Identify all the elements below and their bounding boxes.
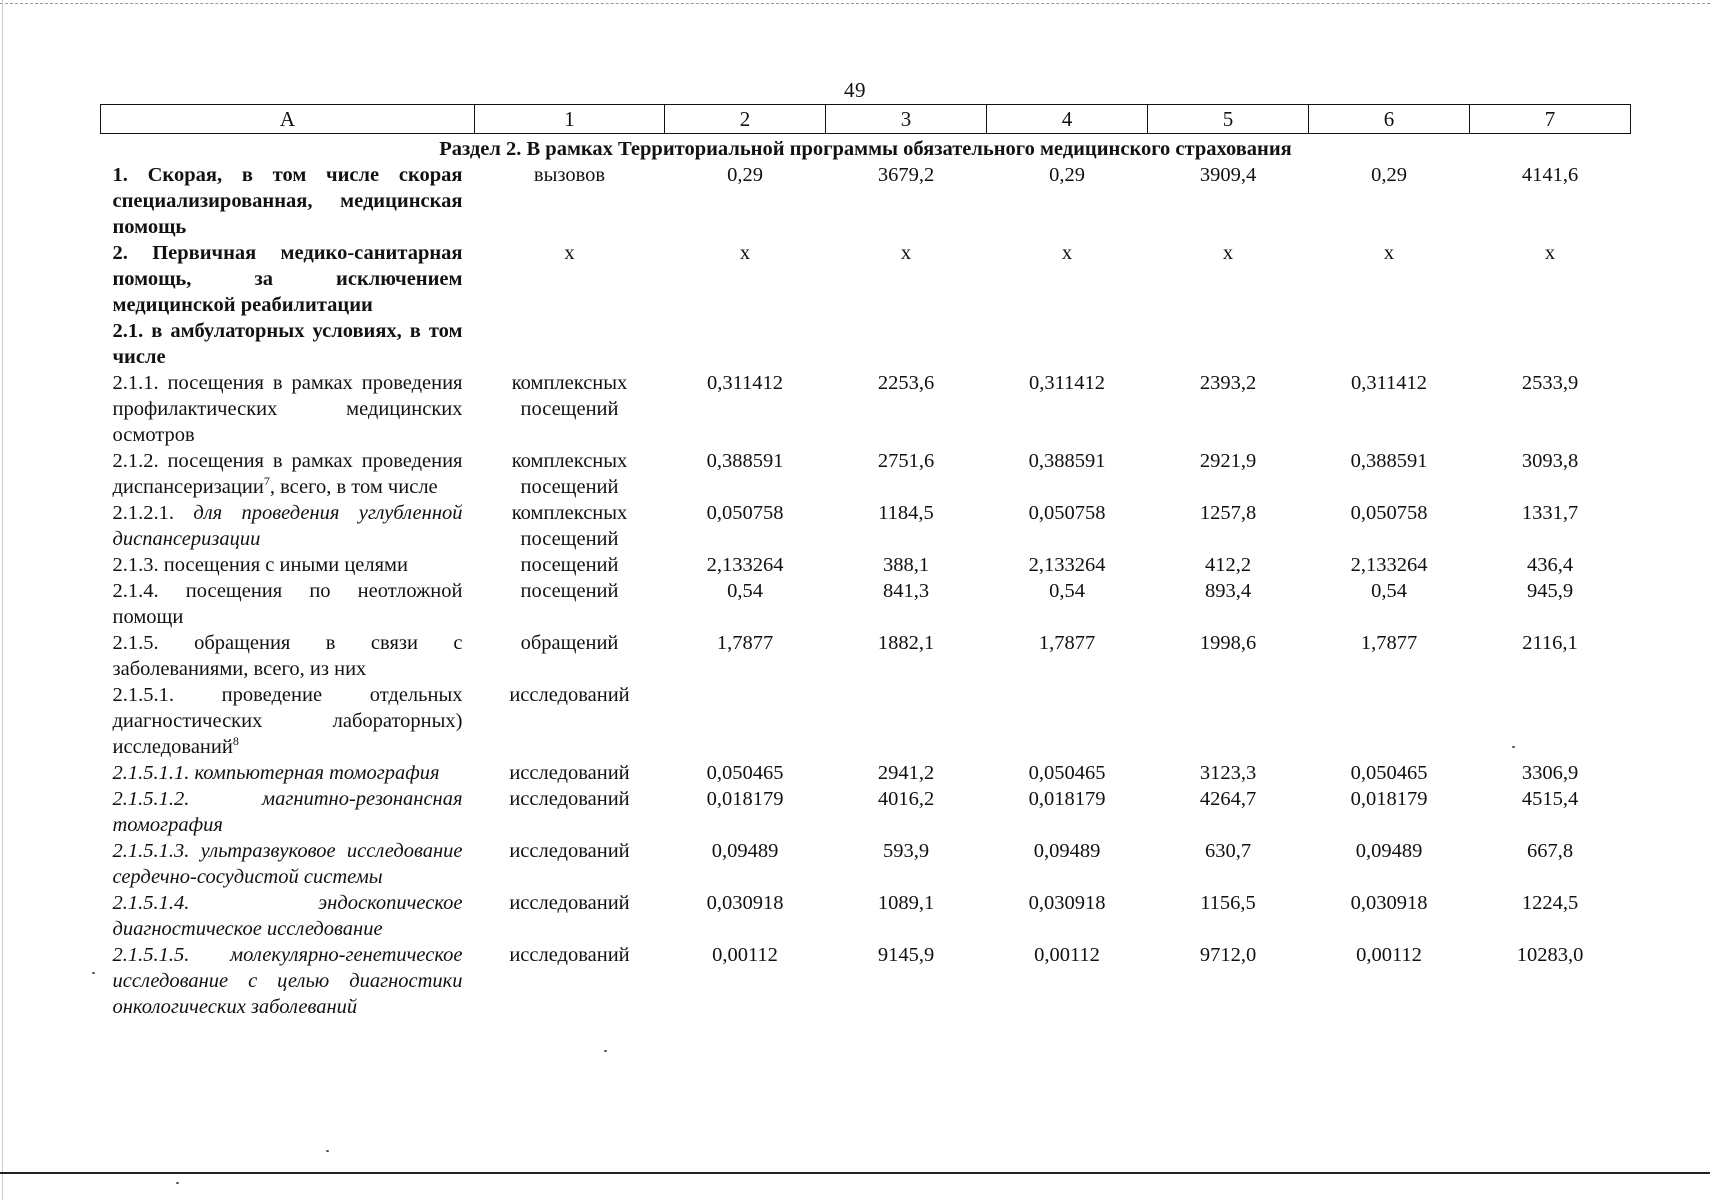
table-row xyxy=(101,942,1631,1020)
scan-speck xyxy=(1512,746,1515,748)
cell-col-2: 0,00112 xyxy=(712,944,778,966)
cell-col-6: 0,030918 xyxy=(1350,892,1428,914)
cell-col-7: 10283,0 xyxy=(1516,944,1584,966)
cell-col-3: 1184,5 xyxy=(878,502,934,524)
cell-col-7: 436,4 xyxy=(1526,554,1574,576)
cell-col-2: 2,133264 xyxy=(706,554,784,576)
cell-col-6: 0,54 xyxy=(1371,580,1407,602)
scan-speck xyxy=(92,972,95,974)
cell-col-7: 4141,6 xyxy=(1521,164,1579,186)
cell-col-6: 2,133264 xyxy=(1350,554,1428,576)
cell-col-2: 0,388591 xyxy=(706,450,784,472)
cell-col-6: 0,018179 xyxy=(1350,788,1428,810)
row-unit: х xyxy=(564,242,575,264)
column-header-1: 1 xyxy=(475,105,665,134)
cell-col-3: х xyxy=(900,242,912,264)
row-label xyxy=(101,370,475,448)
cell-col-7: 1331,7 xyxy=(1521,502,1579,524)
row-label xyxy=(101,786,475,838)
cell-col-5: х xyxy=(1222,242,1234,264)
cell-col-4: 0,00112 xyxy=(1034,944,1100,966)
section-title: Раздел 2. В рамках Территориальной программы обязательного медицинского страхования xyxy=(439,138,1292,160)
cell-col-2: 0,09489 xyxy=(711,840,779,862)
scan-edge-left xyxy=(2,0,3,1200)
cell-col-2: 0,018179 xyxy=(706,788,784,810)
cell-col-3 xyxy=(826,318,987,370)
section-row xyxy=(101,134,1631,163)
row-label-tail: , всего, в том числе xyxy=(269,476,438,498)
row-label-text: 2.1.5.1.5. молекулярно-генетическое исследование с целью диагностики онкологических заболеваний xyxy=(112,944,463,1018)
cell-col-4: 0,050758 xyxy=(1028,502,1106,524)
table-row xyxy=(101,682,1631,760)
table-row xyxy=(101,240,1631,318)
cell-col-6: 0,050465 xyxy=(1350,762,1428,784)
cell-col-2: 0,29 xyxy=(727,164,763,186)
row-label-text: 2.1.3. посещения с иными целями xyxy=(112,554,408,576)
column-header-7: 7 xyxy=(1470,105,1631,134)
table-row xyxy=(101,838,1631,890)
table-row xyxy=(101,318,1631,370)
cell-col-5: 3123,3 xyxy=(1199,762,1257,784)
cell-col-7 xyxy=(1470,682,1631,760)
row-unit: посещений xyxy=(520,580,619,602)
row-label-text: 2.1.5.1.2. магнитно-резонансная томография xyxy=(112,788,463,836)
cell-col-7: 2533,9 xyxy=(1521,372,1579,394)
cell-col-6: 0,388591 xyxy=(1350,450,1428,472)
cell-col-3: 3679,2 xyxy=(877,164,935,186)
footnote-ref: 7 xyxy=(263,474,270,489)
footnote-ref: 8 xyxy=(232,734,239,749)
row-label-text: 2.1. в амбулаторных условиях, в том числе xyxy=(112,320,463,368)
cell-col-3: 388,1 xyxy=(882,554,930,576)
cell-col-3: 841,3 xyxy=(882,580,930,602)
row-label-number: 2.1.2.1. xyxy=(112,502,194,524)
row-label-text: 2.1.1. посещения в рамках проведения профилактических медицинских осмотров xyxy=(112,372,463,446)
row-label-text: 2.1.5. обращения в связи с заболеваниями, всего, из них xyxy=(112,632,463,680)
row-label xyxy=(101,890,475,942)
row-label xyxy=(101,630,475,682)
row-unit: комплексных посещений xyxy=(511,372,628,420)
cell-col-3: 2751,6 xyxy=(877,450,935,472)
row-label xyxy=(101,942,475,1020)
table-row xyxy=(101,500,1631,552)
table-row xyxy=(101,578,1631,630)
row-unit: исследований xyxy=(509,892,630,914)
cell-col-4: 0,050465 xyxy=(1028,762,1106,784)
cell-col-6: 0,00112 xyxy=(1356,944,1422,966)
cell-col-5 xyxy=(1148,318,1309,370)
row-unit: исследований xyxy=(509,840,630,862)
table-row xyxy=(101,370,1631,448)
row-label xyxy=(101,162,475,240)
cell-col-6 xyxy=(1309,682,1470,760)
cell-col-6: х xyxy=(1383,242,1395,264)
cell-col-7: 2116,1 xyxy=(1522,632,1578,654)
cell-col-6: 0,09489 xyxy=(1355,840,1423,862)
table-row xyxy=(101,552,1631,578)
row-unit: обращений xyxy=(520,632,619,654)
cell-col-5: 9712,0 xyxy=(1199,944,1257,966)
header-row xyxy=(101,105,1631,134)
row-label xyxy=(101,760,475,786)
column-header-4: 4 xyxy=(987,105,1148,134)
row-label-text: 2.1.2. посещения в рамках проведения диспансеризации xyxy=(112,450,463,498)
cell-col-4 xyxy=(987,318,1148,370)
table-row xyxy=(101,890,1631,942)
row-label xyxy=(101,240,475,318)
indicators-table xyxy=(100,104,1631,1020)
cell-col-3: 593,9 xyxy=(882,840,930,862)
row-label-text: 2.1.5.1. проведение отдельных диагностических лабораторных) исследований xyxy=(112,684,463,758)
cell-col-7: 4515,4 xyxy=(1521,788,1579,810)
row-label-text: 2.1.5.1.4. эндоскопическое диагностическое исследование xyxy=(112,892,463,940)
row-unit: комплексных посещений xyxy=(511,502,628,550)
table-row xyxy=(101,630,1631,682)
cell-col-3: 1882,1 xyxy=(877,632,935,654)
column-header-2: 2 xyxy=(665,105,826,134)
cell-col-7: х xyxy=(1544,242,1556,264)
cell-col-5 xyxy=(1148,682,1309,760)
cell-col-7: 667,8 xyxy=(1526,840,1574,862)
row-label xyxy=(101,682,475,760)
scan-edge-top xyxy=(0,3,1710,5)
cell-col-2: 0,030918 xyxy=(706,892,784,914)
cell-col-2: 0,311412 xyxy=(706,372,784,394)
cell-col-6: 0,050758 xyxy=(1350,502,1428,524)
table-row xyxy=(101,162,1631,240)
cell-col-4: 0,030918 xyxy=(1028,892,1106,914)
row-label xyxy=(101,448,475,500)
cell-col-5: 893,4 xyxy=(1204,580,1252,602)
cell-col-4: 0,09489 xyxy=(1033,840,1101,862)
cell-col-3: 1089,1 xyxy=(877,892,935,914)
column-header-a: А xyxy=(101,105,475,134)
cell-col-3 xyxy=(826,682,987,760)
scan-speck xyxy=(326,1150,329,1152)
cell-col-4: 0,388591 xyxy=(1028,450,1106,472)
scan-edge-bottom xyxy=(0,1172,1710,1174)
cell-col-4: 0,311412 xyxy=(1028,372,1106,394)
page-number: 49 xyxy=(844,78,866,102)
row-unit: исследований xyxy=(509,684,630,706)
cell-col-6 xyxy=(1309,318,1470,370)
cell-col-4: 0,54 xyxy=(1049,580,1085,602)
cell-col-3: 4016,2 xyxy=(877,788,935,810)
row-label xyxy=(101,552,475,578)
cell-col-7: 3093,8 xyxy=(1521,450,1579,472)
cell-col-4: х xyxy=(1061,242,1073,264)
cell-col-2: 1,7877 xyxy=(716,632,774,654)
cell-col-4: 0,018179 xyxy=(1028,788,1106,810)
cell-col-2: х xyxy=(739,242,751,264)
row-label-text: 1. Скорая, в том числе скорая специализированная, медицинская помощь xyxy=(112,164,463,238)
cell-col-2 xyxy=(665,318,826,370)
table-row xyxy=(101,760,1631,786)
cell-col-6: 0,311412 xyxy=(1350,372,1428,394)
cell-col-5: 2393,2 xyxy=(1199,372,1257,394)
cell-col-2: 0,050465 xyxy=(706,762,784,784)
cell-col-5: 4264,7 xyxy=(1199,788,1257,810)
row-unit xyxy=(475,318,665,370)
row-label-text: 2.1.5.1.3. ультразвуковое исследование сердечно-сосудистой системы xyxy=(112,840,463,888)
cell-col-7 xyxy=(1470,318,1631,370)
cell-col-5: 3909,4 xyxy=(1199,164,1257,186)
cell-col-3: 2941,2 xyxy=(877,762,935,784)
cell-col-6: 1,7877 xyxy=(1360,632,1418,654)
table-row xyxy=(101,786,1631,838)
row-unit: комплексных посещений xyxy=(511,450,628,498)
row-label-text: 2.1.4. посещения по неотложной помощи xyxy=(112,580,463,628)
cell-col-3: 9145,9 xyxy=(877,944,935,966)
cell-col-5: 1257,8 xyxy=(1199,502,1257,524)
cell-col-5: 412,2 xyxy=(1204,554,1252,576)
cell-col-6: 0,29 xyxy=(1371,164,1407,186)
column-header-5: 5 xyxy=(1148,105,1309,134)
cell-col-5: 630,7 xyxy=(1204,840,1252,862)
table-row xyxy=(101,448,1631,500)
row-unit: исследований xyxy=(509,944,630,966)
cell-col-5: 2921,9 xyxy=(1199,450,1257,472)
cell-col-7: 1224,5 xyxy=(1521,892,1579,914)
cell-col-2: 0,050758 xyxy=(706,502,784,524)
cell-col-7: 945,9 xyxy=(1526,580,1574,602)
cell-col-4: 0,29 xyxy=(1049,164,1085,186)
cell-col-4: 1,7877 xyxy=(1038,632,1096,654)
cell-col-4: 2,133264 xyxy=(1028,554,1106,576)
scan-speck xyxy=(604,1050,607,1052)
cell-col-2 xyxy=(665,682,826,760)
row-label-text: для проведения углубленной диспансеризации xyxy=(112,502,463,550)
row-label xyxy=(101,838,475,890)
row-label xyxy=(101,500,475,552)
row-label-text: 2.1.5.1.1. компьютерная томография xyxy=(112,762,440,784)
row-unit: исследований xyxy=(509,762,630,784)
cell-col-5: 1156,5 xyxy=(1200,892,1256,914)
column-header-3: 3 xyxy=(826,105,987,134)
row-label xyxy=(101,578,475,630)
cell-col-3: 2253,6 xyxy=(877,372,935,394)
row-unit: исследований xyxy=(509,788,630,810)
row-unit: вызовов xyxy=(533,164,606,186)
cell-col-5: 1998,6 xyxy=(1199,632,1257,654)
column-header-6: 6 xyxy=(1309,105,1470,134)
row-label xyxy=(101,318,475,370)
row-label-text: 2. Первичная медико-санитарная помощь, за исключением медицинской реабилитации xyxy=(112,242,463,316)
cell-col-2: 0,54 xyxy=(727,580,763,602)
cell-col-7: 3306,9 xyxy=(1521,762,1579,784)
row-unit: посещений xyxy=(520,554,619,576)
scan-speck xyxy=(176,1182,179,1184)
cell-col-4 xyxy=(987,682,1148,760)
